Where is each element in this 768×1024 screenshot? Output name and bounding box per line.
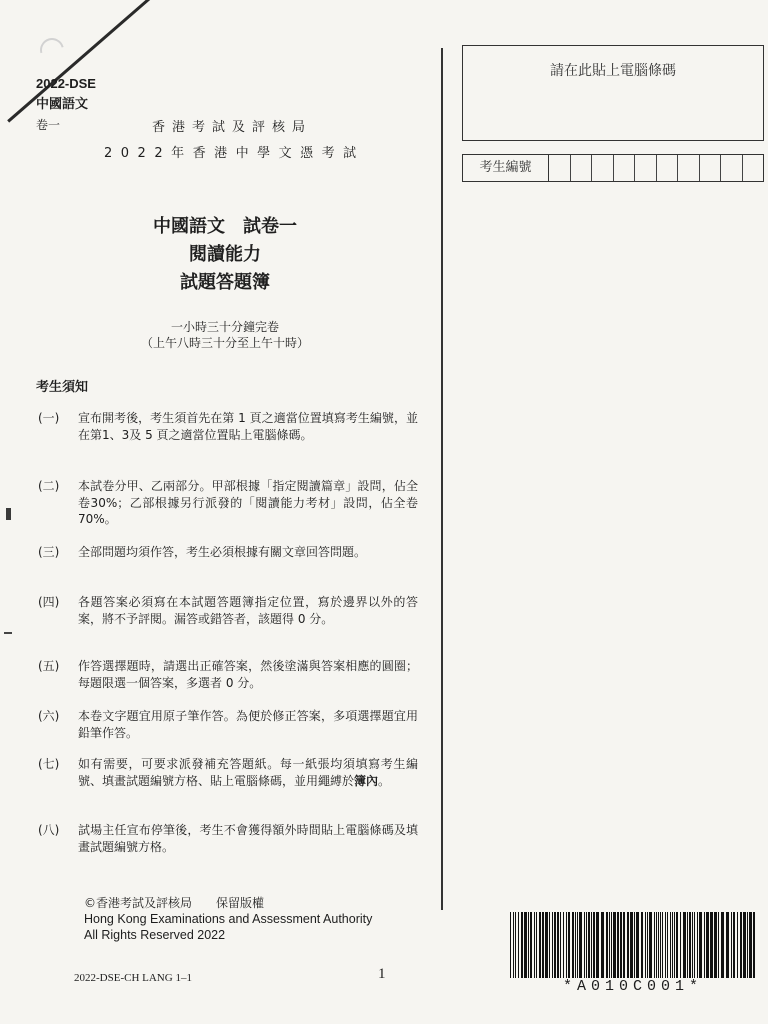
barcode-bar [687, 912, 688, 978]
instruction-number: (六) [38, 709, 60, 723]
exam-name: 2022年香港中學文憑考試 [104, 146, 365, 161]
barcode-bar [641, 912, 643, 978]
barcode-bar [518, 912, 519, 978]
barcode-bar [689, 912, 691, 978]
margin-tick [4, 632, 12, 634]
barcode-bar [743, 912, 746, 978]
barcode-bar [617, 912, 619, 978]
barcode-bar [572, 912, 574, 978]
barcode-bar [584, 912, 585, 978]
instructions-heading: 考生須知 [36, 380, 89, 395]
instruction-number: (一) [38, 411, 60, 425]
copyright-chinese: ©香港考試及評核局 保留版權 [84, 896, 265, 910]
candidate-digit-cell [592, 155, 614, 181]
barcode-bar [510, 912, 511, 978]
barcode-bar [524, 912, 527, 978]
barcode-bar [726, 912, 729, 978]
barcode-bar [566, 912, 567, 978]
copyright-rights: All Rights Reserved 2022 [84, 928, 226, 942]
barcode-bar [753, 912, 755, 978]
barcode-bar [620, 912, 622, 978]
barcode-bar [649, 912, 652, 978]
barcode-text: *A010C001* [562, 978, 703, 995]
barcode-bar [534, 912, 535, 978]
barcode-bar [680, 912, 681, 978]
subject-name: 中國語文 [36, 97, 89, 112]
candidate-digit-cell [721, 155, 743, 181]
barcode-bar [606, 912, 608, 978]
instruction-number: (四) [38, 595, 60, 609]
barcode-bar [575, 912, 576, 978]
barcode-bar [676, 912, 678, 978]
barcode-bar [737, 912, 738, 978]
barcode-bar [674, 912, 675, 978]
barcode-bar [658, 912, 659, 978]
barcode-bar [749, 912, 752, 978]
margin-mark [6, 508, 11, 520]
barcode-bar [672, 912, 673, 978]
barcode-bar [542, 912, 544, 978]
barcode-bar [557, 912, 559, 978]
paper-subtitle: 閱讀能力 [189, 244, 261, 265]
instruction-emphasis: 簿內 [354, 773, 379, 788]
barcode-bar [714, 912, 717, 978]
instruction-text: 宣布開考後，考生須首先在第 1 頁之適當位置填寫考生編號，並在第1、3及 5 頁之適當位置貼上電腦條碼。 [78, 411, 418, 442]
barcode-bar [579, 912, 582, 978]
barcode-bar [656, 912, 657, 978]
exam-year: 2022-DSE [36, 76, 96, 91]
barcode-bar [718, 912, 719, 978]
barcode-box-label: 請在此貼上電腦條碼 [550, 63, 676, 79]
barcode-bar [733, 912, 735, 978]
barcode-bar [539, 912, 541, 978]
barcode-bar [577, 912, 578, 978]
barcode-bar [591, 912, 592, 978]
instruction-number: (七) [38, 757, 60, 771]
barcode-bar [704, 912, 705, 978]
barcode-bar [692, 912, 693, 978]
barcode-bar [554, 912, 556, 978]
barcode-bar [670, 912, 671, 978]
candidate-digit-cell [657, 155, 679, 181]
instruction-number: (五) [38, 659, 60, 673]
barcode-bar [623, 912, 625, 978]
barcode-bar [515, 912, 516, 978]
barcode-bar [568, 912, 570, 978]
barcode-image [508, 912, 758, 978]
barcode-bar [660, 912, 661, 978]
barcode-bar [662, 912, 663, 978]
candidate-digit-cell [678, 155, 700, 181]
barcode-bar [694, 912, 695, 978]
barcode-bar [596, 912, 599, 978]
barcode-bar [560, 912, 561, 978]
paper-code: 2022-DSE-CH LANG 1–1 [74, 972, 192, 984]
barcode-bar [731, 912, 732, 978]
barcode-bar [706, 912, 709, 978]
barcode-bar [530, 912, 532, 978]
barcode-bar [654, 912, 655, 978]
instruction-text: 試場主任宣布停筆後，考生不會獲得額外時間貼上電腦條碼及填畫試題編號方格。 [78, 823, 418, 854]
authority-name: 香港考試及評核局 [152, 120, 313, 135]
paper-title: 中國語文 試卷一 [153, 216, 297, 237]
diagonal-rule [7, 0, 190, 122]
instruction-text [78, 756, 418, 789]
barcode-bar [609, 912, 610, 978]
duration-text: 一小時三十分鐘完卷 [170, 320, 279, 334]
barcode-bar [611, 912, 612, 978]
barcode-bar [521, 912, 523, 978]
barcode-bar [636, 912, 639, 978]
instruction-text: 本卷文字題宜用原子筆作答。為便於修正答案，多項選擇題宜用鉛筆作答。 [78, 709, 418, 740]
barcode-bar [630, 912, 633, 978]
instruction-text: 作答選擇題時，請選出正確答案，然後塗滿與答案相應的圓圈；每題限選一個答案，多選者 0 分。 [78, 659, 418, 690]
barcode-bar [683, 912, 686, 978]
copyright-english: Hong Kong Examinations and Assessment Authority [84, 912, 373, 926]
barcode-bar [588, 912, 590, 978]
barcode-bar [645, 912, 646, 978]
instruction-text: 全部問題均須作答，考生必須根據有關文章回答問題。 [78, 545, 367, 559]
candidate-digit-cell [743, 155, 764, 181]
instruction-text: 本試卷分甲、乙兩部分。甲部根據「指定閱讀篇章」設問，佔全卷30%；乙部根據另行派發的「閱讀能力考材」設問，佔全卷70%。 [78, 479, 418, 526]
candidate-number-field [462, 154, 764, 182]
barcode-bar [613, 912, 616, 978]
candidate-digit-cell [549, 155, 571, 181]
barcode-bar [665, 912, 666, 978]
barcode-bar [667, 912, 668, 978]
candidate-digit-cell [571, 155, 593, 181]
barcode-bar [627, 912, 629, 978]
barcode-bar [634, 912, 635, 978]
page-number: 1 [378, 966, 386, 982]
candidate-number-label: 考生編號 [463, 155, 549, 181]
barcode-bar [536, 912, 537, 978]
instruction-text: 各題答案必須寫在本試題答題簿指定位置，寫於邊界以外的答案，將不予評閱。漏答或錯答者，該題得 0 分。 [78, 595, 418, 626]
booklet-title: 試題答題簿 [180, 272, 270, 293]
barcode-bar [601, 912, 604, 978]
instruction-number: (三) [38, 545, 60, 559]
barcode-bar [699, 912, 702, 978]
barcode-bar [593, 912, 595, 978]
candidate-digit-cell [635, 155, 657, 181]
instruction-text-part: 如有需要，可要求派發補充答題紙。每一紙張均須填寫考生編號、填畫試題編號方格、貼上電腦條碼，並用繩縛於 [78, 757, 418, 788]
barcode-bar [549, 912, 550, 978]
page-divider [441, 48, 443, 910]
barcode-bar [710, 912, 713, 978]
instruction-number: (二) [38, 479, 60, 493]
duration-time: （上午八時三十分至上午十時） [140, 336, 309, 350]
barcode-bar [747, 912, 748, 978]
barcode-bar [563, 912, 564, 978]
punch-hole-mark [36, 34, 69, 67]
barcode-bar [721, 912, 724, 978]
instruction-text-end: 。 [378, 773, 391, 788]
barcode-bar [545, 912, 548, 978]
barcode-bar [552, 912, 553, 978]
barcode-bar [586, 912, 587, 978]
candidate-digit-cell [700, 155, 722, 181]
barcode-bar [740, 912, 742, 978]
barcode-bar [513, 912, 514, 978]
paper-label: 卷一 [36, 118, 61, 132]
barcode-bar [647, 912, 648, 978]
barcode-bar [697, 912, 698, 978]
instruction-number: (八) [38, 823, 60, 837]
candidate-digit-cell [614, 155, 636, 181]
barcode-bar [528, 912, 529, 978]
